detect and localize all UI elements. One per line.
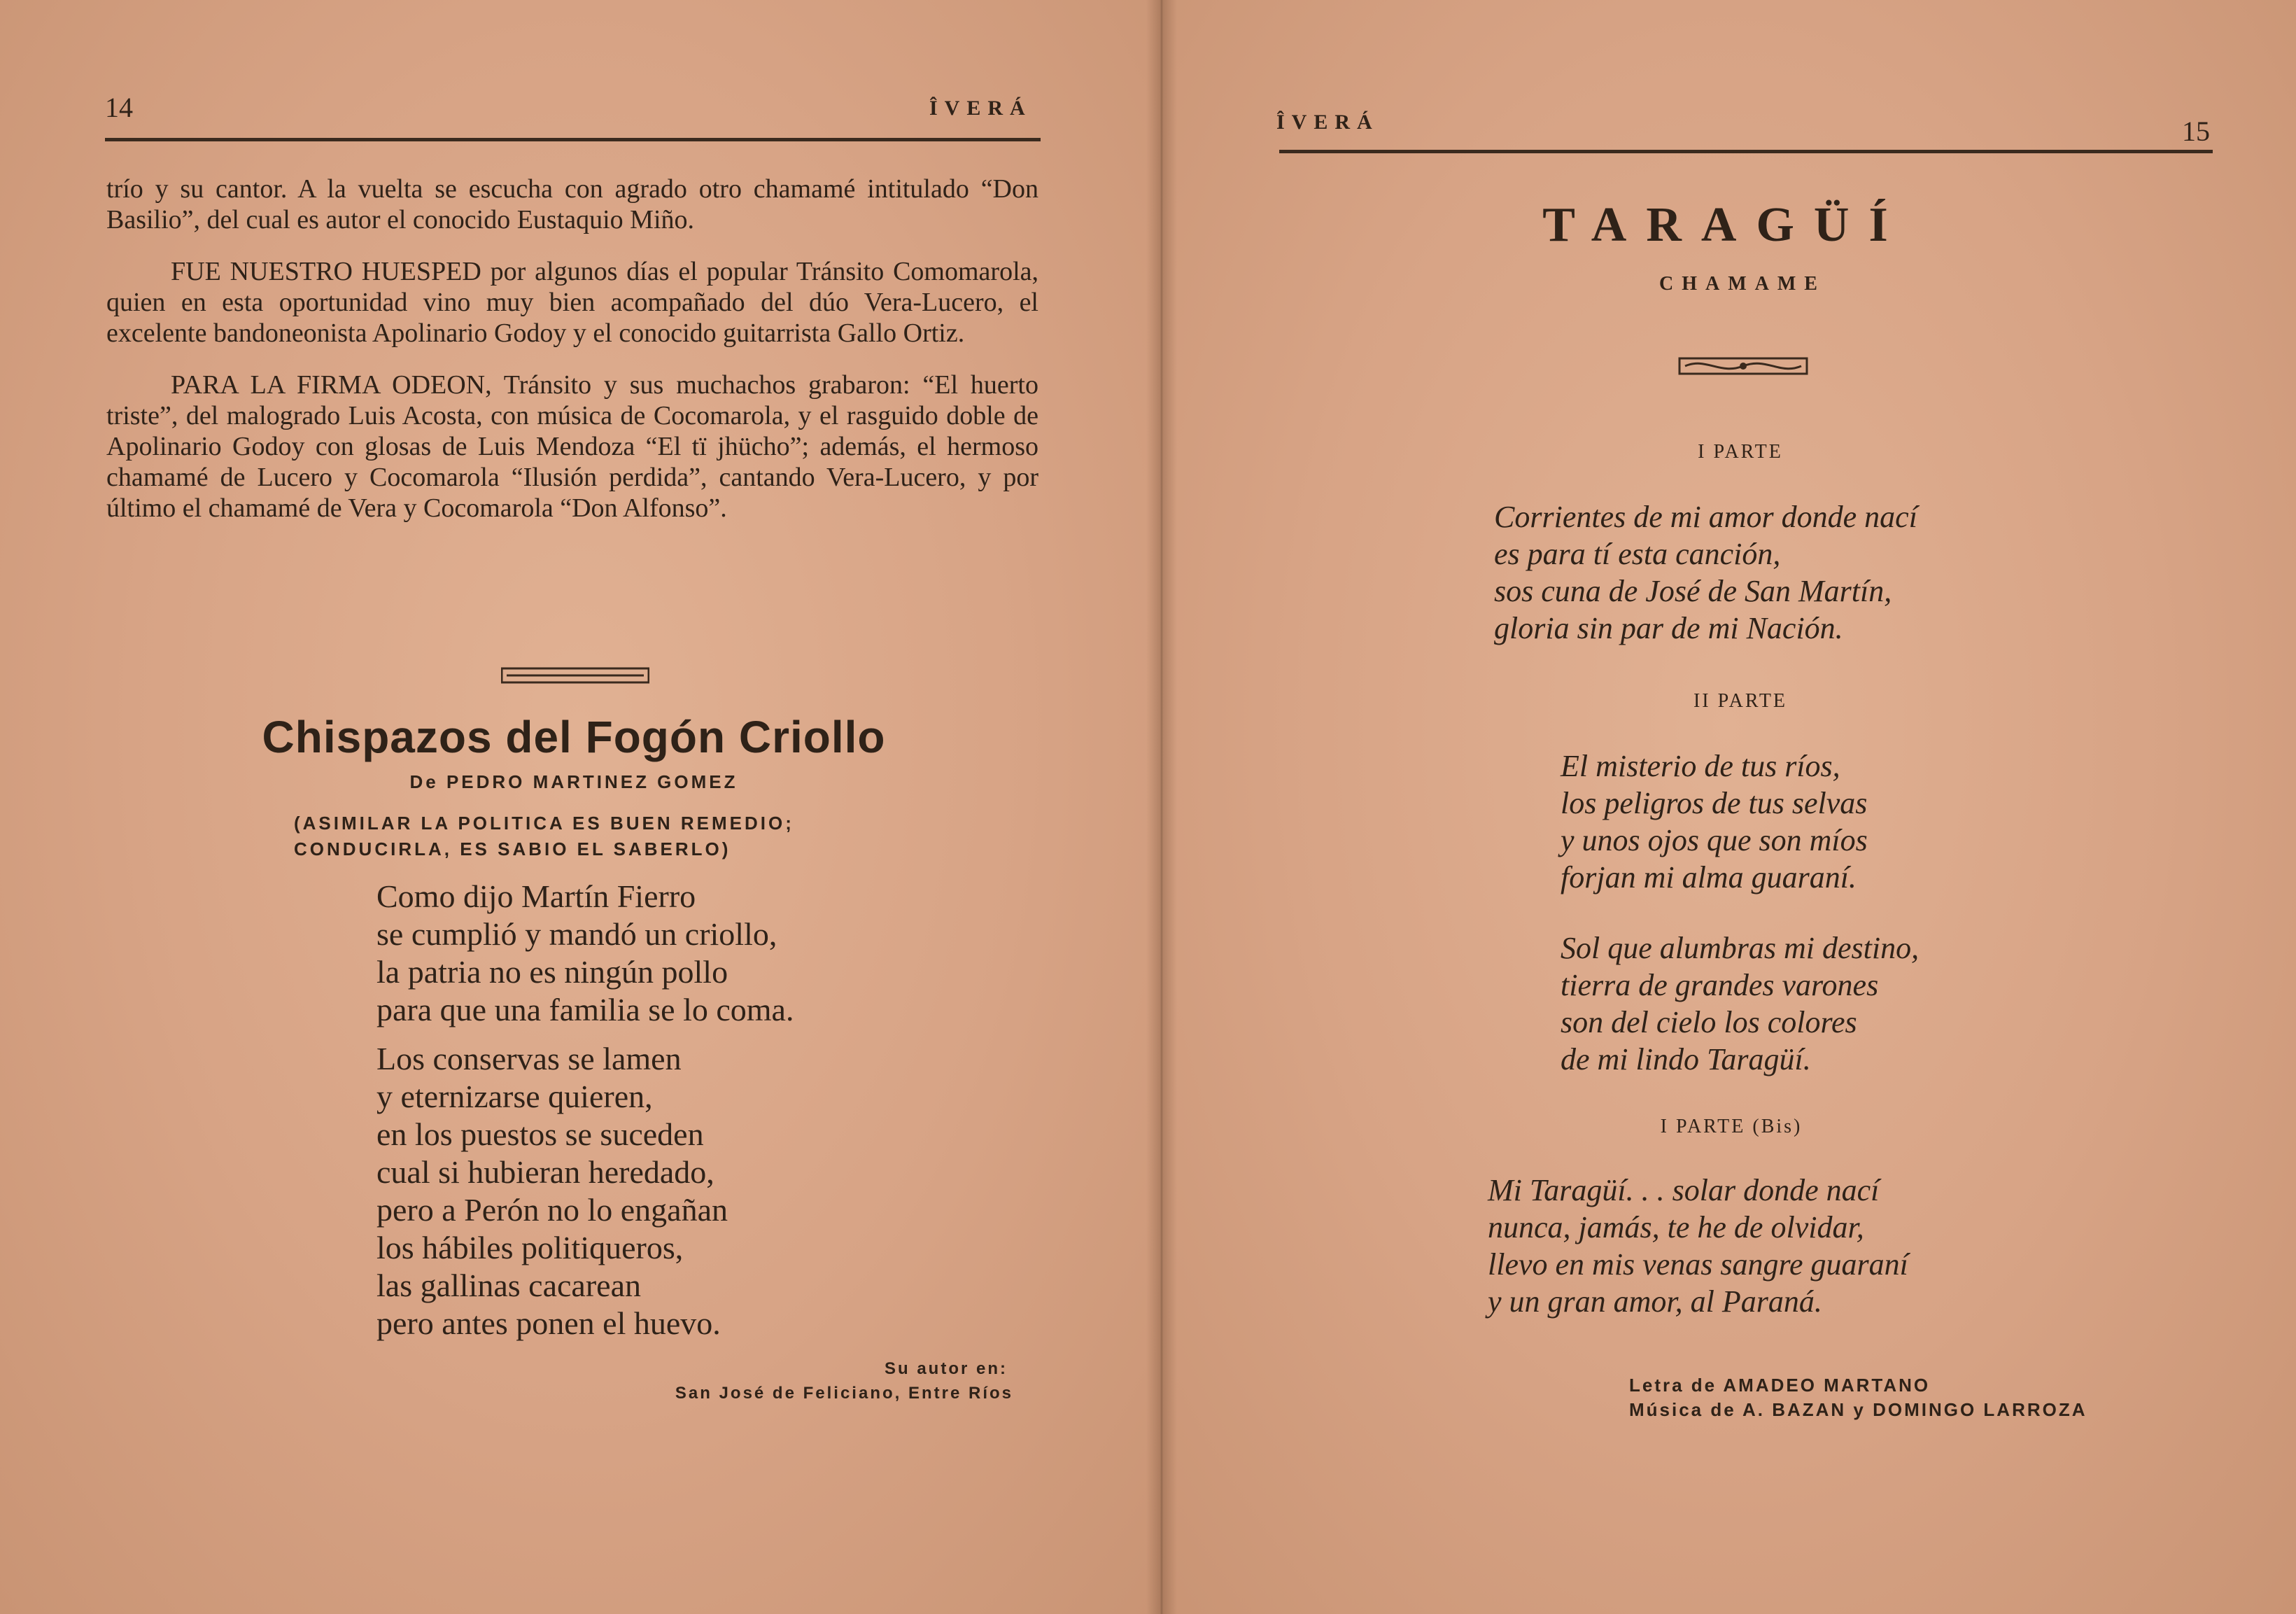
part-label: I PARTE (Bis) [1660, 1116, 1803, 1137]
poem-line: Como dijo Martín Fierro [376, 878, 696, 914]
poem-line: en los puestos se suceden [376, 1116, 704, 1152]
poem-line: y eternizarse quieren, [376, 1079, 653, 1114]
paragraph: PARA LA FIRMA ODEON, Tránsito y sus muchachos grabaron: “El huerto triste”, del malogrado Luis Acosta, con música de Cocomarola, y el rasguido doble de Apolinario Godoy con glosas de Luis Mendoza “El tï jhücho”; además, el hermoso chamamé de Lucero y Cocomarola “Ilusión perdida”, cantando Vera-Lucero, y por último el chamamé de Vera y Cocomarola “Don Alfonso”. [106, 370, 1038, 523]
verse-line: El misterio de tus ríos, [1561, 749, 1840, 783]
motto-line: (ASIMILAR LA POLITICA ES BUEN REMEDIO; [294, 813, 794, 834]
song-genre: CHAMAME [1659, 273, 1826, 295]
article-text [106, 174, 1038, 545]
song-verse [1561, 929, 1919, 1078]
song-credits [1629, 1373, 2087, 1422]
poem-line: las gallinas cacarean [376, 1268, 641, 1303]
poem-line: se cumplió y mandó un criollo, [376, 916, 777, 952]
divider-ornament [1678, 354, 1808, 378]
signature-line: Su autor en: [884, 1359, 1008, 1378]
page-number: 14 [105, 92, 133, 123]
verse-line: gloria sin par de mi Nación. [1494, 611, 1843, 645]
page-number: 15 [2182, 115, 2210, 147]
poem-line: la patria no es ningún pollo [376, 954, 728, 990]
paragraph: trío y su cantor. A la vuelta se escucha con agrado otro chamamé intitulado “Don Basilio”, del cual es autor el conocido Eustaquio Miño. [106, 174, 1038, 234]
credit-line: Música de A. BAZAN y DOMINGO LARROZA [1629, 1399, 2087, 1420]
verse-line: forjan mi alma guaraní. [1561, 860, 1857, 894]
poem-line: pero antes ponen el huevo. [376, 1305, 721, 1341]
part-label: II PARTE [1693, 690, 1788, 712]
poem-motto [294, 810, 875, 862]
verse-line: Corrientes de mi amor donde nací [1494, 500, 1917, 534]
header-rule [105, 138, 1041, 141]
song-verse [1561, 748, 1868, 896]
song-verse [1494, 498, 1917, 647]
verse-line: llevo en mis venas sangre guaraní [1488, 1247, 1908, 1282]
poem-stanza [376, 878, 794, 1029]
poem-signature [675, 1356, 1013, 1405]
verse-line: los peligros de tus selvas [1561, 786, 1868, 820]
signature-line: San José de Feliciano, Entre Ríos [675, 1384, 1013, 1403]
song-title: TARAGÜÍ [1542, 198, 1908, 252]
poem-line: para que una familia se lo coma. [376, 992, 794, 1027]
verse-line: Sol que alumbras mi destino, [1561, 931, 1920, 965]
verse-line: y un gran amor, al Paraná. [1488, 1284, 1822, 1319]
running-head: ÎVERÁ [1276, 111, 1379, 134]
poem-line: cual si hubieran heredado, [376, 1154, 714, 1190]
header-rule [1279, 150, 2213, 153]
verse-line: tierra de grandes varones [1561, 968, 1879, 1002]
verse-line: Mi Taragüí. . . solar donde nací [1488, 1173, 1880, 1207]
part-label: I PARTE [1698, 441, 1783, 463]
verse-line: sos cuna de José de San Martín, [1494, 574, 1892, 608]
divider-ornament [501, 666, 649, 685]
poem-stanza [376, 1040, 728, 1342]
song-verse [1488, 1172, 1908, 1320]
verse-line: nunca, jamás, te he de olvidar, [1488, 1210, 1864, 1244]
poem-author: De PEDRO MARTINEZ GOMEZ [409, 771, 738, 792]
poem-line: pero a Perón no lo engañan [376, 1192, 728, 1228]
running-head: ÎVERÁ [929, 97, 1032, 120]
verse-line: de mi lindo Taragüí. [1561, 1042, 1811, 1076]
verse-line: es para tí esta canción, [1494, 537, 1781, 571]
verse-line: y unos ojos que son míos [1561, 823, 1868, 857]
poem-line: Los conservas se lamen [376, 1041, 682, 1076]
poem-line: los hábiles politiqueros, [376, 1230, 684, 1265]
paragraph: FUE NUESTRO HUESPED por algunos días el popular Tránsito Comomarola, quien en esta oportunidad vino muy bien acompañado del dúo Vera-Lucero, el excelente bandoneonista Apolinario Godoy y el conocido guitarrista Gallo Ortiz. [106, 257, 1038, 348]
motto-line: CONDUCIRLA, ES SABIO EL SABERLO) [294, 838, 731, 859]
book-gutter [1146, 0, 1177, 1614]
credit-line: Letra de AMADEO MARTANO [1629, 1375, 1931, 1396]
poem-title: Chispazos del Fogón Criollo [262, 712, 886, 762]
verse-line: son del cielo los colores [1561, 1005, 1857, 1039]
